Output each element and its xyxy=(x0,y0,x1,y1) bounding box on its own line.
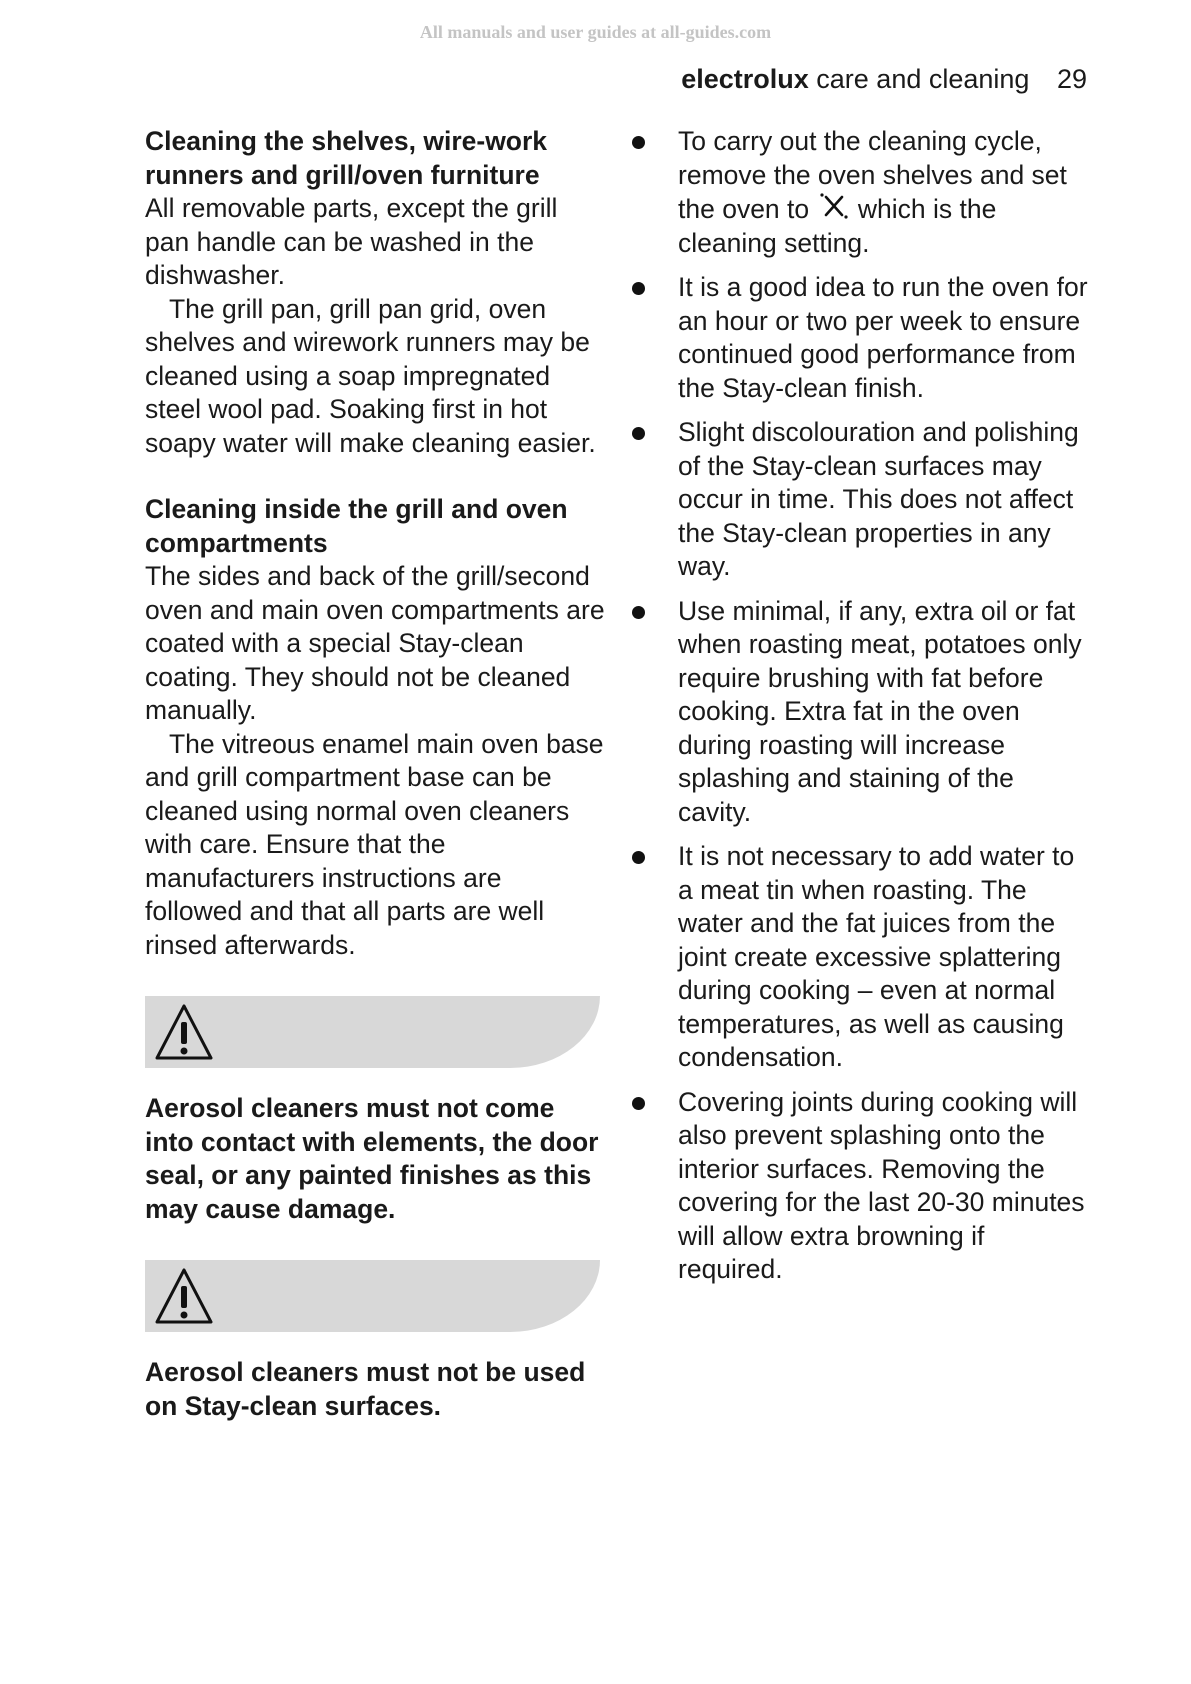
tips-list xyxy=(628,125,1088,1287)
list-item xyxy=(628,271,1088,405)
page-header xyxy=(681,64,1087,95)
brand-name: electrolux xyxy=(681,64,809,94)
paragraph-stay-clean-coating: The sides and back of the grill/second oven and main oven compartments are coated with a special Stay-clean coating. They should not be cleaned manually. xyxy=(145,561,605,725)
bullet-dot xyxy=(632,427,645,440)
right-column xyxy=(628,125,1088,1298)
warning-aerosol-contact: Aerosol cleaners must not come into contact with elements, the door seal, or any painted finishes as this may cause damage. xyxy=(145,1093,599,1224)
bullet-dot xyxy=(632,1097,645,1110)
bullet-text: which is the cleaning setting. xyxy=(678,194,997,258)
paragraph-vitreous-enamel: The vitreous enamel main oven base and grill compartment base can be cleaned using normal oven cleaners with care. Ensure that the manufacturers instructions are followed and that all parts are well rinsed afterwards. xyxy=(145,728,604,960)
bullet-text: Covering joints during cooking will also prevent splashing onto the interior surfaces. Removing the covering for the last 20-30 minutes will allow extra browning if required. xyxy=(678,1086,1085,1284)
bullet-text: To carry out the cleaning cycle, remove the oven shelves and set the oven to xyxy=(678,126,1067,224)
bullet-dot xyxy=(632,851,645,864)
paragraph-grill-pan: The grill pan, grill pan grid, oven shelves and wirework runners may be cleaned using a soap impregnated steel wool pad. Soaking first in hot soapy water will make cleaning easier. xyxy=(145,293,596,458)
bullet-text: Use minimal, if any, extra oil or fat when roasting meat, potatoes only require brushing with fat before cooking. Extra fat in the oven during roasting will increase splashing and staining of the cavity. xyxy=(678,595,1082,827)
list-item xyxy=(628,595,1088,830)
bullet-text: It is not necessary to add water to a meat tin when roasting. The water and the fat juices from the joint create excessive splattering during cooking – even at normal temperatures, as well as causing condensation. xyxy=(678,841,1075,1072)
list-item xyxy=(628,1086,1088,1287)
list-item xyxy=(628,416,1088,584)
section-title: care and cleaning xyxy=(816,64,1030,94)
warning-aerosol-stay-clean: Aerosol cleaners must not be used on Stay-clean surfaces. xyxy=(145,1357,586,1421)
heading-cleaning-inside: Cleaning inside the grill and oven compartments xyxy=(145,494,568,558)
heading-cleaning-shelves: Cleaning the shelves, wire-work runners and grill/oven furniture xyxy=(145,126,548,190)
warning-banner xyxy=(145,996,600,1068)
warning-triangle-icon xyxy=(153,1266,215,1326)
warning-triangle-icon xyxy=(153,1002,215,1062)
bullet-text: It is a good idea to run the oven for an hour or two per week to ensure continued good performance from the Stay-clean finish. xyxy=(678,272,1088,403)
warning-banner xyxy=(145,1260,600,1332)
bullet-dot xyxy=(632,282,645,295)
watermark: All manuals and user guides at all-guides.com xyxy=(419,22,772,42)
list-item xyxy=(628,125,1088,260)
left-column xyxy=(145,125,605,1423)
bullet-dot xyxy=(632,136,645,149)
page-number: 29 xyxy=(1056,64,1087,94)
cleaning-setting-icon xyxy=(819,192,849,220)
paragraph-removable-parts: All removable parts, except the grill pan handle can be washed in the dishwasher. xyxy=(145,193,558,290)
bullet-dot xyxy=(632,606,645,619)
bullet-text: Slight discolouration and polishing of the Stay-clean surfaces may occur in time. This does not affect the Stay-clean properties in any way. xyxy=(678,417,1079,581)
list-item xyxy=(628,840,1088,1075)
